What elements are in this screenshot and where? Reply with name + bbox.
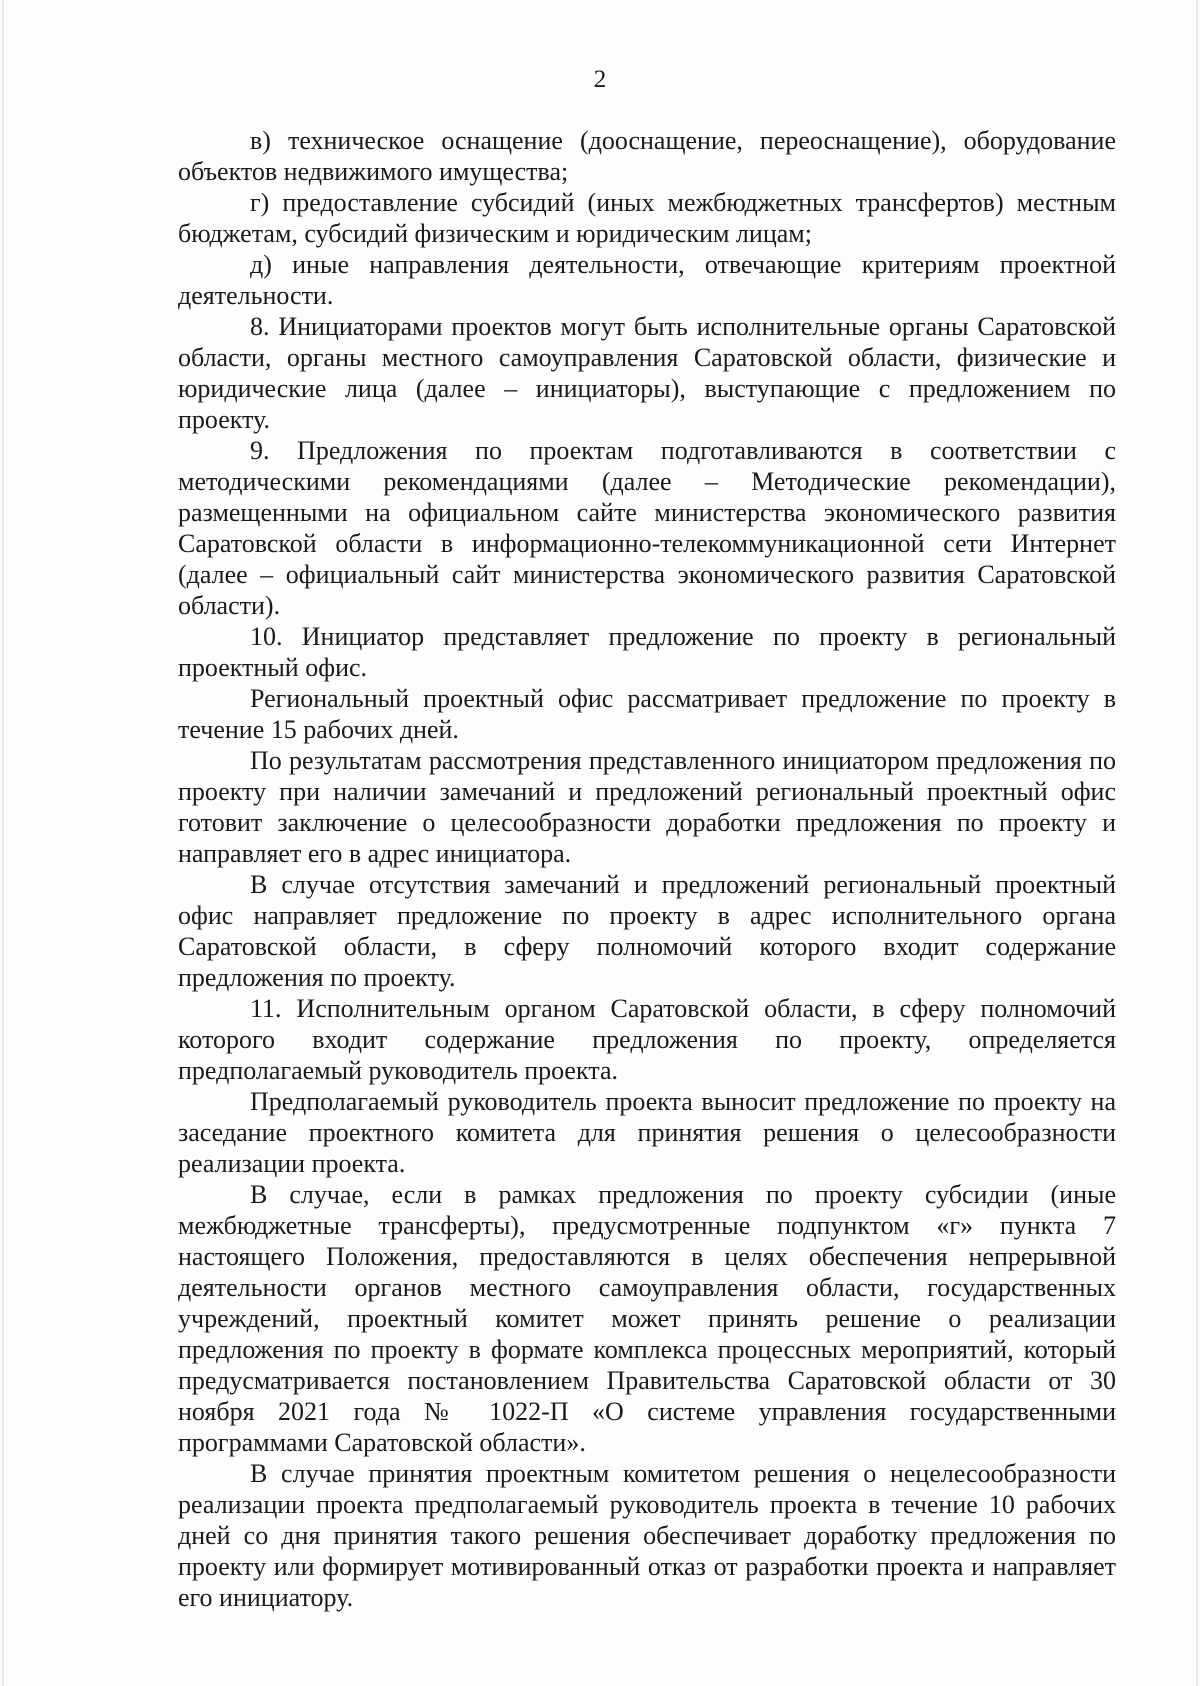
paragraph-10-no-remarks: В случае отсутствия замечаний и предложений региональный проектный офис направляет предложение по проекту в адрес исполнительного органа Саратовской области, в сферу полномочий которого входит содержание предложения по проекту. bbox=[178, 870, 1116, 992]
paragraph-9: 9. Предложения по проектам подготавливаются в соответствии с методическими рекомендациями (далее – Методические рекомендации), размещенными на официальном сайте министерства экономического развития Саратовской области в информационно-телекоммуникационной сети Интернет (далее – официальный сайт министерства экономического развития Саратовской области). bbox=[178, 436, 1116, 620]
paragraph-item-d: д) иные направления деятельности, отвечающие критериям проектной деятельности. bbox=[178, 250, 1116, 310]
paragraph-11-subsidies: В случае, если в рамках предложения по проекту субсидии (иные межбюджетные трансферты), предусмотренные подпунктом «г» пункта 7 настоящего Положения, предоставляются в целях обеспечения непрерывной деятельности органов местного самоуправления области, государственных учреждений, проектный комитет может принять решение о реализации предложения по проекту в формате комплекса процессных мероприятий, который предусматривается постановлением Правительства Саратовской области от 30 ноября 2021 года № 1022-П «О системе управления государственными программами Саратовской области». bbox=[178, 1180, 1116, 1457]
paragraph-item-g: г) предоставление субсидий (иных межбюджетных трансфертов) местным бюджетам, субсидий физическим и юридическим лицам; bbox=[178, 188, 1116, 248]
paragraph-11-refusal: В случае принятия проектным комитетом решения о нецелесообразности реализации проекта предполагаемый руководитель проекта в течение 10 рабочих дней со дня принятия такого решения обеспечивает доработку предложения по проекту или формирует мотивированный отказ от разработки проекта и направляет его инициатору. bbox=[178, 1459, 1116, 1612]
scan-edge-left bbox=[2, 0, 4, 1686]
paragraph-11: 11. Исполнительным органом Саратовской области, в сферу полномочий которого входит содержание предложения по проекту, определяется предполагаемый руководитель проекта. bbox=[178, 994, 1116, 1085]
paragraph-item-v: в) техническое оснащение (дооснащение, переоснащение), оборудование объектов недвижимого имущества; bbox=[178, 126, 1116, 186]
page-number: 2 bbox=[593, 66, 607, 93]
paragraph-11-committee: Предполагаемый руководитель проекта выносит предложение по проекту на заседание проектного комитета для принятия решения о целесообразности реализации проекта. bbox=[178, 1087, 1116, 1178]
paragraph-8: 8. Инициаторами проектов могут быть исполнительные органы Саратовской области, органы местного самоуправления Саратовской области, физические и юридические лица (далее – инициаторы), выступающие с предложением по проекту. bbox=[178, 312, 1116, 434]
paragraph-10-review: Региональный проектный офис рассматривает предложение по проекту в течение 15 рабочих дней. bbox=[178, 684, 1116, 744]
document-body bbox=[178, 125, 1116, 1613]
paragraph-10-results: По результатам рассмотрения представленного инициатором предложения по проекту при наличии замечаний и предложений региональный проектный офис готовит заключение о целесообразности доработки предложения по проекту и направляет его в адрес инициатора. bbox=[178, 746, 1116, 868]
scan-edge-right bbox=[1196, 0, 1198, 1686]
paragraph-10: 10. Инициатор представляет предложение по проекту в региональный проектный офис. bbox=[178, 622, 1116, 682]
